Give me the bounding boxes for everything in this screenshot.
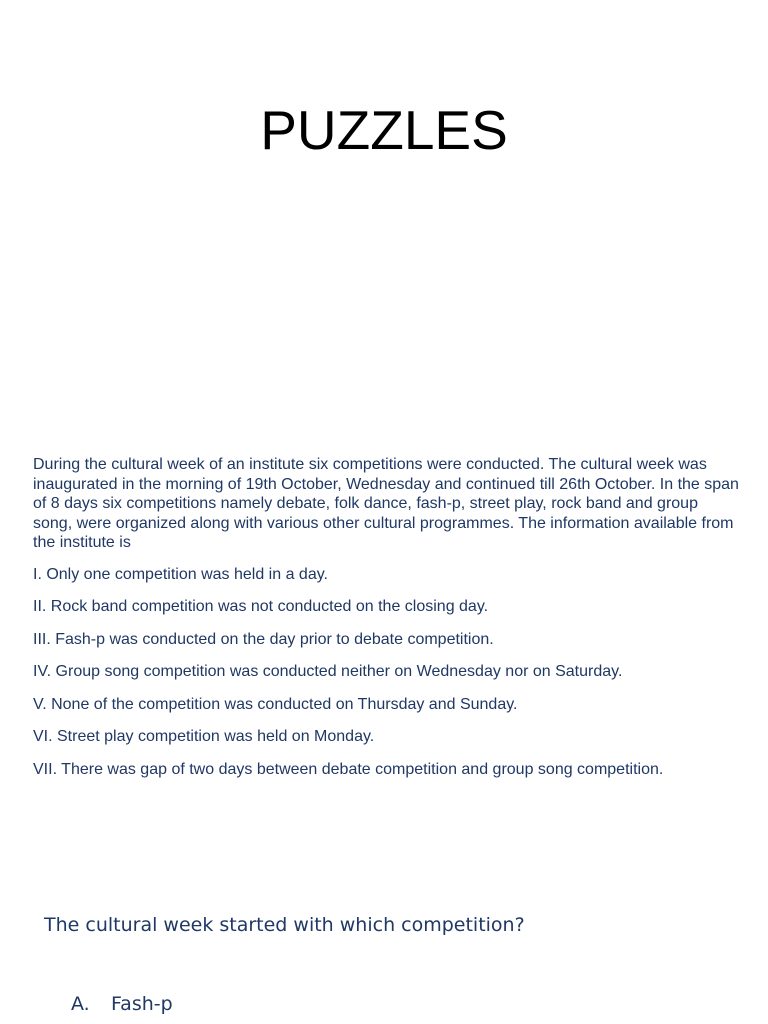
clue-item: III. Fash-p was conducted on the day prior to debate competition. [33, 630, 494, 648]
clue-list [33, 565, 753, 792]
option-letter: A. [71, 993, 90, 1015]
clue-item: V. None of the competition was conducted on Thursday and Sunday. [33, 695, 518, 713]
clue-item: I. Only one competition was held in a day. [33, 566, 328, 583]
question-text: The cultural week started with which competition? [44, 914, 525, 936]
clue-item: II. Rock band competition was not conducted on the closing day. [33, 598, 489, 616]
option-text: Fash-p [111, 993, 173, 1015]
puzzle-passage: During the cultural week of an institute six competitions were conducted. The cultural week was inaugurated in the morning of 19th October, Wednesday and continued till 26th October. In the span of 8 days six competitions namely debate, folk dance, fash-p, street play, rock band and group song, were organized along with various other cultural programmes. The information available from the institute is [33, 456, 739, 552]
clue-item: IV. Group song competition was conducted neither on Wednesday nor on Saturday. [33, 663, 623, 681]
clue-item: VII. There was gap of two days between debate competition and group song competition. [33, 760, 664, 778]
clue-item: VI. Street play competition was held on Monday. [33, 728, 375, 746]
answer-option-a [71, 990, 173, 1018]
page-title: PUZZLES [260, 99, 508, 161]
